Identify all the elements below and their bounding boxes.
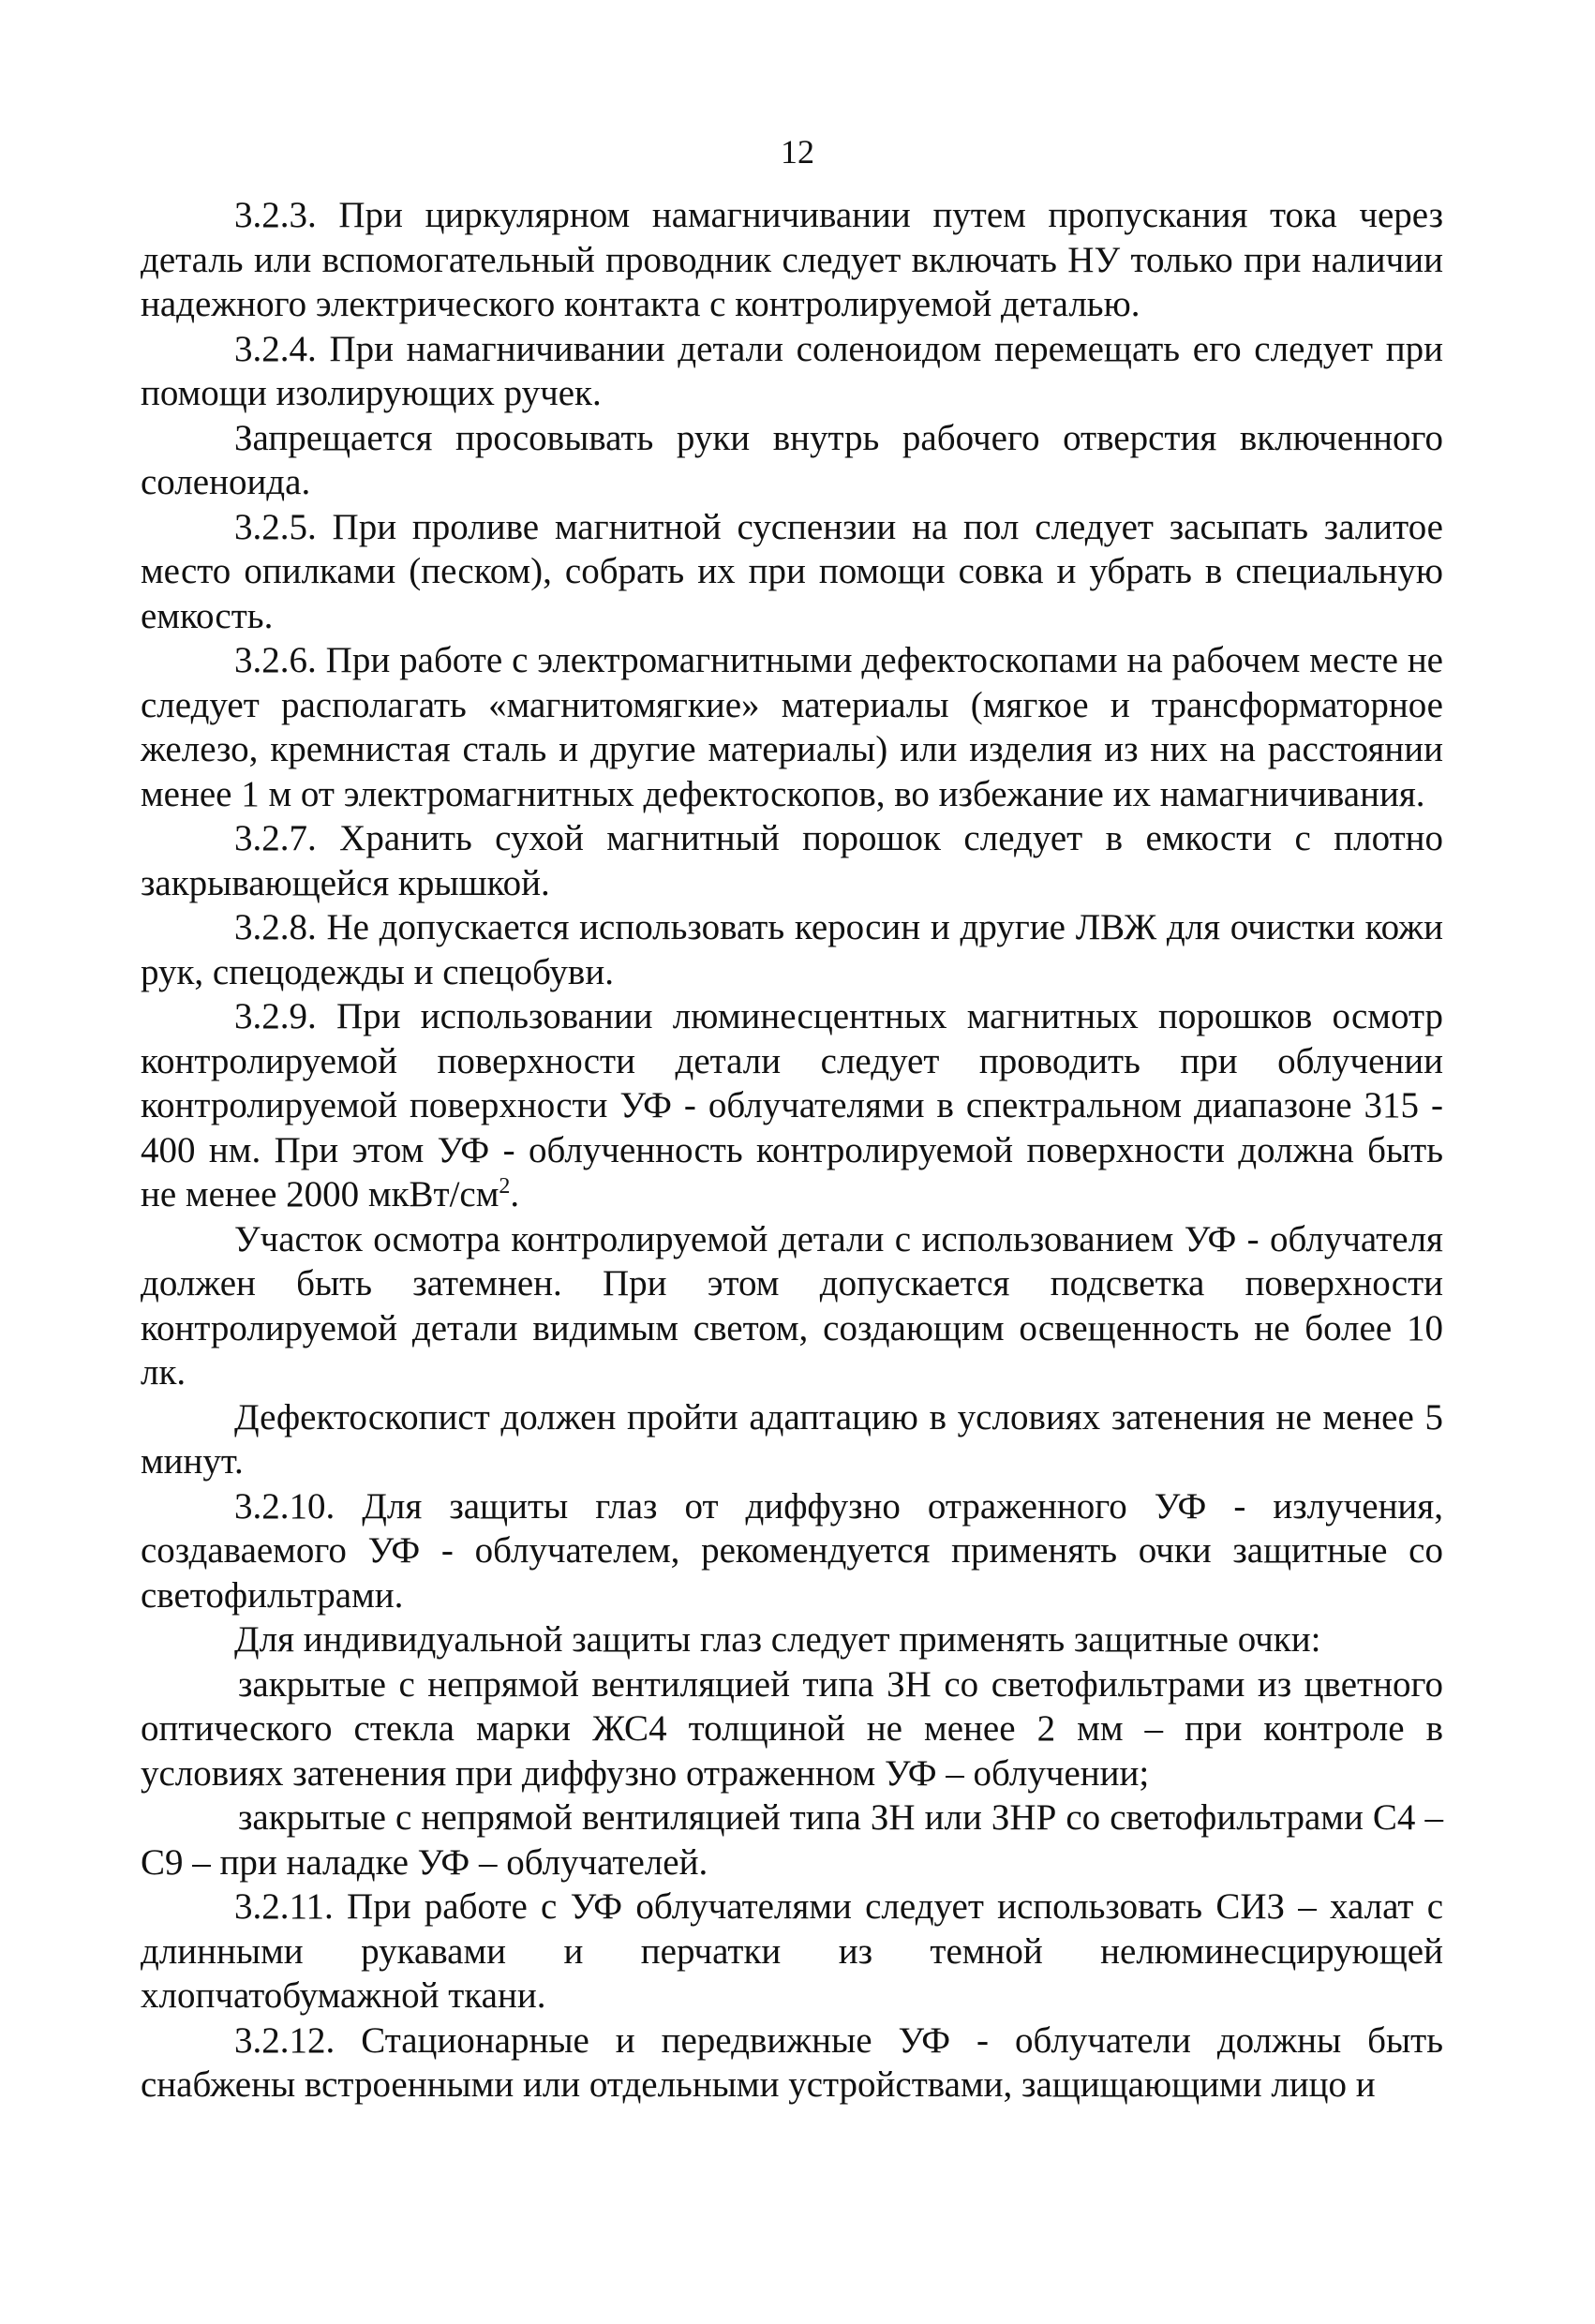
paragraph-solenoid-prohibition: Запрещается просовывать руки внутрь рабочего отверстия включенного соленоида.: [141, 417, 1443, 502]
superscript-square: 2: [499, 1174, 511, 1199]
paragraph-3-2-6: 3.2.6. При работе с электромагнитными дефектоскопами на рабочем месте не следует располагать «магнитомягкие» материалы (мягкое и трансформаторное железо, кремнистая сталь и другие материалы) или изделия из них на расстоянии менее 1 м от электромагнитных дефектоскопов, во избежание их намагничивания.: [141, 640, 1443, 814]
paragraph-3-2-9: [141, 994, 1443, 1217]
paragraph-3-2-12: 3.2.12. Стационарные и передвижные УФ - облучатели должны быть снабжены встроенными или отдельными устройствами, защищающими лицо и: [141, 2019, 1443, 2105]
paragraph-3-2-9-ending: .: [510, 1174, 520, 1214]
paragraph-3-2-10: 3.2.10. Для защиты глаз от диффузно отраженного УФ - излучения, создаваемого УФ - облучателем, рекомендуется применять очки защитные со светофильтрами.: [141, 1485, 1443, 1616]
paragraph-3-2-4: 3.2.4. При намагничивании детали соленоидом перемещать его следует при помощи изолирующих ручек.: [141, 328, 1443, 413]
paragraph-3-2-5: 3.2.5. При проливе магнитной суспензии на пол следует засыпать залитое место опилками (песком), собрать их при помощи совка и убрать в специальную емкость.: [141, 506, 1443, 636]
paragraph-3-2-8: 3.2.8. Не допускается использовать керосин и другие ЛВЖ для очистки кожи рук, спецодежды и спецобуви.: [141, 907, 1443, 992]
list-item-closed-goggles-zn: закрытые с непрямой вентиляцией типа ЗН со светофильтрами из цветного оптического стекла марки ЖС4 толщиной не менее 2 мм – при контроле в условиях затенения при диффузно отраженном УФ – облучении;: [141, 1663, 1443, 1794]
paragraph-3-2-3: 3.2.3. При циркулярном намагничивании путем пропускания тока через деталь или вспомогательный проводник следует включать НУ только при наличии надежного электрического контакта с контролируемой деталью.: [141, 195, 1443, 324]
paragraph-3-2-11: 3.2.11. При работе с УФ облучателями следует использовать СИЗ – халат с длинными рукавами и перчатки из темной нелюминесцирующей хлопчатобумажной ткани.: [141, 1886, 1443, 2016]
paragraph-inspection-area: Участок осмотра контролируемой детали с использованием УФ - облучателя должен быть затемнен. При этом допускается подсветка поверхности контролируемой детали видимым светом, создающим освещенность не более 10 лк.: [141, 1218, 1443, 1393]
document-body: [141, 193, 1443, 2108]
paragraph-3-2-7: 3.2.7. Хранить сухой магнитный порошок следует в емкости с плотно закрывающейся крышкой.: [141, 818, 1443, 903]
paragraph-3-2-9-text: 3.2.9. При использовании люминесцентных магнитных порошков осмотр контролируемой поверхности детали следует проводить при облучении контролируемой поверхности УФ - облучателями в спектральном диапазоне 315 - 400 нм. При этом УФ - облученность контролируемой поверхности должна быть не менее 2000 мкВт/см: [141, 996, 1443, 1214]
paragraph-adaptation: Дефектоскопист должен пройти адаптацию в условиях затенения не менее 5 минут.: [141, 1396, 1443, 1482]
page-number: 12: [781, 133, 814, 171]
list-item-closed-goggles-znr: закрытые с непрямой вентиляцией типа ЗН или ЗНР со светофильтрами С4 – С9 – при наладке УФ – облучателей.: [141, 1797, 1443, 1883]
paragraph-eye-protection: Для индивидуальной защиты глаз следует применять защитные очки:: [234, 1619, 1321, 1660]
